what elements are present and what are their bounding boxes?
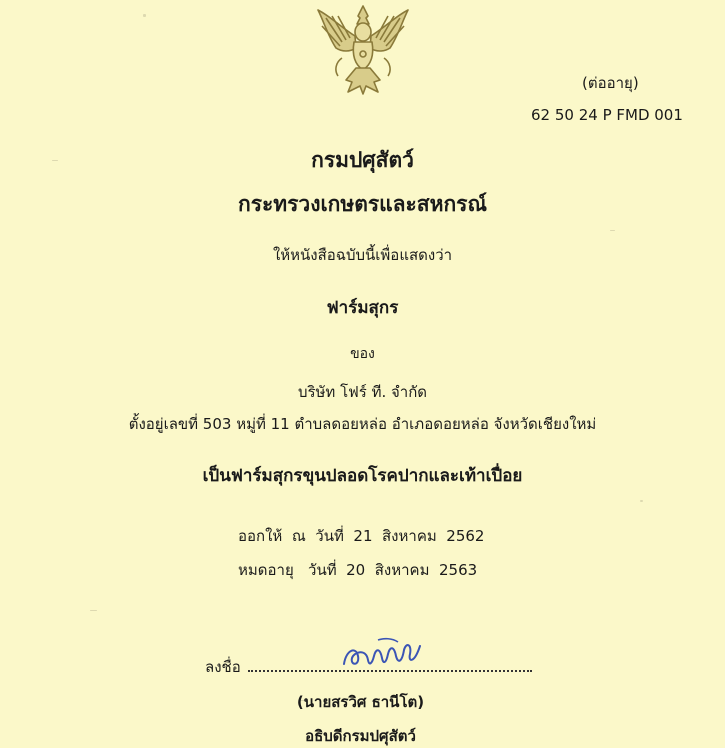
farm-address: ตั้งอยู่เลขที่ 503 หมู่ที่ 11 ตำบลดอยหล่อ อำเภอดอยหล่อ จังหวัดเชียงใหม่ (128, 415, 597, 433)
garuda-emblem (312, 2, 414, 98)
department-title: กรมปศุสัตว์ (311, 148, 414, 172)
renewal-note: (ต่ออายุ) (582, 74, 639, 92)
of-text: ของ (350, 346, 375, 362)
document-number: 62 50 24 P FMD 001 (531, 106, 683, 124)
intro-text: ให้หนังสือฉบับนี้เพื่อแสดงว่า (272, 246, 453, 264)
handwritten-signature (338, 636, 428, 672)
ministry-title: กระทรวงเกษตรและสหกรณ์ (238, 192, 487, 216)
signer-name: (นายสรวิศ ธานีโต) (296, 693, 425, 711)
issue-date: ออกให้ ณ วันที่ 21 สิงหาคม 2562 (238, 527, 485, 545)
signer-title: อธิบดีกรมปศุสัตว์ (305, 727, 416, 745)
expiry-date: หมดอายุ วันที่ 20 สิงหาคม 2563 (238, 561, 478, 579)
sign-label: ลงชื่อ (205, 658, 241, 676)
owner-name: บริษัท โฟร์ ที. จำกัด (297, 383, 428, 401)
farm-type: ฟาร์มสุกร (326, 298, 399, 318)
certification-statement: เป็นฟาร์มสุกรขุนปลอดโรคปากและเท้าเปื่อย (202, 466, 523, 486)
